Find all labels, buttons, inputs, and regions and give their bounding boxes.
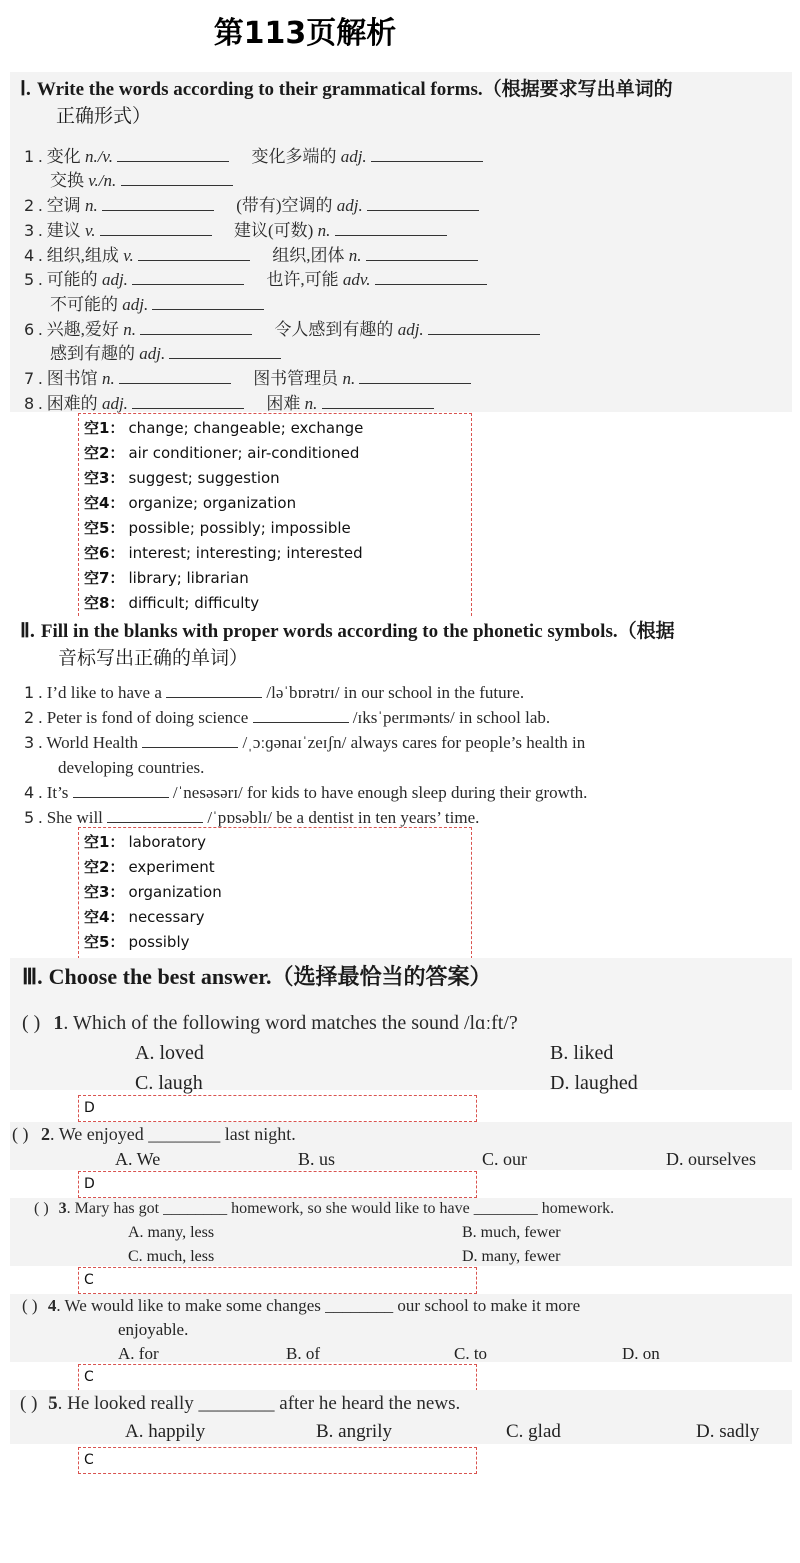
- blank: [253, 708, 349, 723]
- question-5: ( ) 5. He looked really ________ after he heard the news.: [20, 1393, 461, 1414]
- q1-option-b: B. liked: [550, 1042, 614, 1064]
- answer-row: 空2： experiment: [84, 858, 215, 876]
- blank: [100, 221, 212, 236]
- s1-item-7: 7 . 图书馆 n. 图书管理员 n.: [24, 364, 471, 389]
- blank: [371, 147, 483, 162]
- s1-item-5: 5 . 可能的 adj. 也许,可能 adv.: [24, 265, 487, 290]
- section-2-heading-line1: Fill in the blanks with proper words according to the phonetic symbols.（根据: [40, 621, 675, 642]
- blank: [428, 320, 540, 335]
- blank: [152, 295, 264, 310]
- blank: [132, 394, 244, 409]
- blank: [142, 733, 238, 748]
- q4-option-d: D. on: [622, 1344, 660, 1363]
- s1-item-8: 8 . 困难的 adj. 困难 n.: [24, 389, 434, 414]
- section-1-heading-line1: Write the words according to their grammatical forms.（根据要求写出单词的: [36, 79, 673, 100]
- q4-answer: C: [78, 1364, 477, 1391]
- blank: [375, 270, 487, 285]
- answer-row: 空8： difficult; difficulty: [84, 594, 260, 612]
- section-2-heading: Ⅱ. Fill in the blanks with proper words according to the phonetic symbols.（根据 音标写出正确的单词）: [20, 620, 675, 669]
- blank: [119, 369, 231, 384]
- question-4: ( ) 4. We would like to make some changes ________ our school to make it more: [22, 1296, 581, 1315]
- q3-option-b: B. much, fewer: [462, 1224, 561, 1241]
- s1-item-4: 4 . 组织,组成 v. 组织,团体 n.: [24, 241, 478, 266]
- blank: [138, 246, 250, 261]
- answer-row: 空7： library; librarian: [84, 569, 249, 587]
- q4-stem-line2: enjoyable.: [118, 1320, 189, 1339]
- q1-option-d: D. laughed: [550, 1072, 638, 1094]
- blank: [121, 171, 233, 186]
- s2-item-2: 2 . Peter is fond of doing science /ɪksˈperɪmənts/ in school lab.: [24, 708, 551, 727]
- answer-row: 空4： necessary: [84, 908, 205, 926]
- q3-option-a: A. many, less: [128, 1224, 215, 1241]
- q5-answer: C: [78, 1447, 477, 1474]
- section-1-roman: Ⅰ.: [20, 78, 31, 100]
- answer-row: 空5： possibly: [84, 933, 190, 951]
- q5-option-c: C. glad: [506, 1421, 561, 1442]
- s2-item-5: 5 . She will /ˈpɒsəblɪ/ be a dentist in ten years’ time.: [24, 808, 480, 827]
- s1-item-6b: 感到有趣的 adj.: [50, 339, 281, 364]
- answer-row: 空3： organization: [84, 883, 222, 901]
- blank: [73, 783, 169, 798]
- blank: [166, 683, 262, 698]
- blank: [132, 270, 244, 285]
- answer-row: 空2： air conditioner; air-conditioned: [84, 444, 360, 462]
- section-1-heading-line2: 正确形式）: [56, 106, 152, 127]
- s1-item-1b: 交换 v./n.: [50, 166, 233, 191]
- blank: [366, 246, 478, 261]
- s1-item-1: 1 . 变化 n./v. 变化多端的 adj.: [24, 142, 483, 167]
- s1-item-2: 2 . 空调 n. (带有)空调的 adj.: [24, 191, 479, 216]
- blank: [169, 344, 281, 359]
- q5-option-a: A. happily: [125, 1421, 206, 1442]
- question-3: ( ) 3. Mary has got ________ homework, so she would like to have ________ homework.: [34, 1200, 615, 1217]
- s1-item-5b: 不可能的 adj.: [50, 290, 264, 315]
- q1-option-a: A. loved: [135, 1042, 204, 1064]
- q2-answer: D: [78, 1171, 477, 1198]
- question-2: ( ) 2. We enjoyed ________ last night.: [12, 1124, 296, 1144]
- section-2-heading-line2: 音标写出正确的单词）: [58, 648, 249, 669]
- question-1: ( ) 1. Which of the following word matches the sound /lɑːft/?: [22, 1012, 518, 1034]
- q3-answer: C: [78, 1267, 477, 1294]
- q5-option-b: B. angrily: [316, 1421, 392, 1442]
- blank: [359, 369, 471, 384]
- page-title: 第113页解析: [213, 16, 397, 51]
- blank: [335, 221, 447, 236]
- q2-option-c: C. our: [482, 1149, 527, 1169]
- q4-option-c: C. to: [454, 1344, 488, 1363]
- blank: [107, 808, 203, 823]
- q3-option-d: D. many, fewer: [462, 1248, 561, 1265]
- blank: [367, 196, 479, 211]
- answer-row: 空5： possible; possibly; impossible: [84, 519, 351, 537]
- blank: [140, 320, 252, 335]
- blank: [102, 196, 214, 211]
- answer-row: 空1： laboratory: [84, 833, 206, 851]
- q2-option-b: B. us: [298, 1149, 336, 1169]
- section-1-answer-box: [78, 413, 472, 621]
- s2-item-4: 4 . It’s /ˈnesəsərɪ/ for kids to have enough sleep during their growth.: [24, 783, 588, 802]
- q2-option-d: D. ourselves: [666, 1149, 756, 1169]
- s2-item-1: 1 . I’d like to have a /ləˈbɒrətrɪ/ in our school in the future.: [24, 683, 525, 702]
- s2-item-3: 3 . World Health /ˌɔːɡənaɪˈzeɪʃn/ always cares for people’s health in: [24, 733, 586, 752]
- blank: [322, 394, 434, 409]
- q2-option-a: A. We: [115, 1149, 161, 1169]
- section-1-heading: [20, 76, 790, 130]
- s1-item-3: 3 . 建议 v. 建议(可数) n.: [24, 216, 447, 241]
- answer-row: 空6： interest; interesting; interested: [84, 544, 363, 562]
- section-2-answer-box: [78, 827, 472, 959]
- answer-row: 空1： change; changeable; exchange: [84, 419, 364, 437]
- answer-row: 空3： suggest; suggestion: [84, 469, 280, 487]
- blank: [117, 147, 229, 162]
- q5-option-d: D. sadly: [696, 1421, 760, 1442]
- q4-option-b: B. of: [286, 1344, 320, 1363]
- q1-option-c: C. laugh: [135, 1072, 203, 1094]
- q1-answer: D: [78, 1095, 477, 1122]
- answer-row: 空4： organize; organization: [84, 494, 297, 512]
- q4-option-a: A. for: [118, 1344, 159, 1363]
- s1-item-6: 6 . 兴趣,爱好 n. 令人感到有趣的 adj.: [24, 315, 540, 340]
- section-3-heading: Ⅲ. Choose the best answer.（选择最恰当的答案）: [22, 964, 492, 989]
- q3-option-c: C. much, less: [128, 1248, 215, 1265]
- s2-item-3b: developing countries.: [58, 758, 205, 777]
